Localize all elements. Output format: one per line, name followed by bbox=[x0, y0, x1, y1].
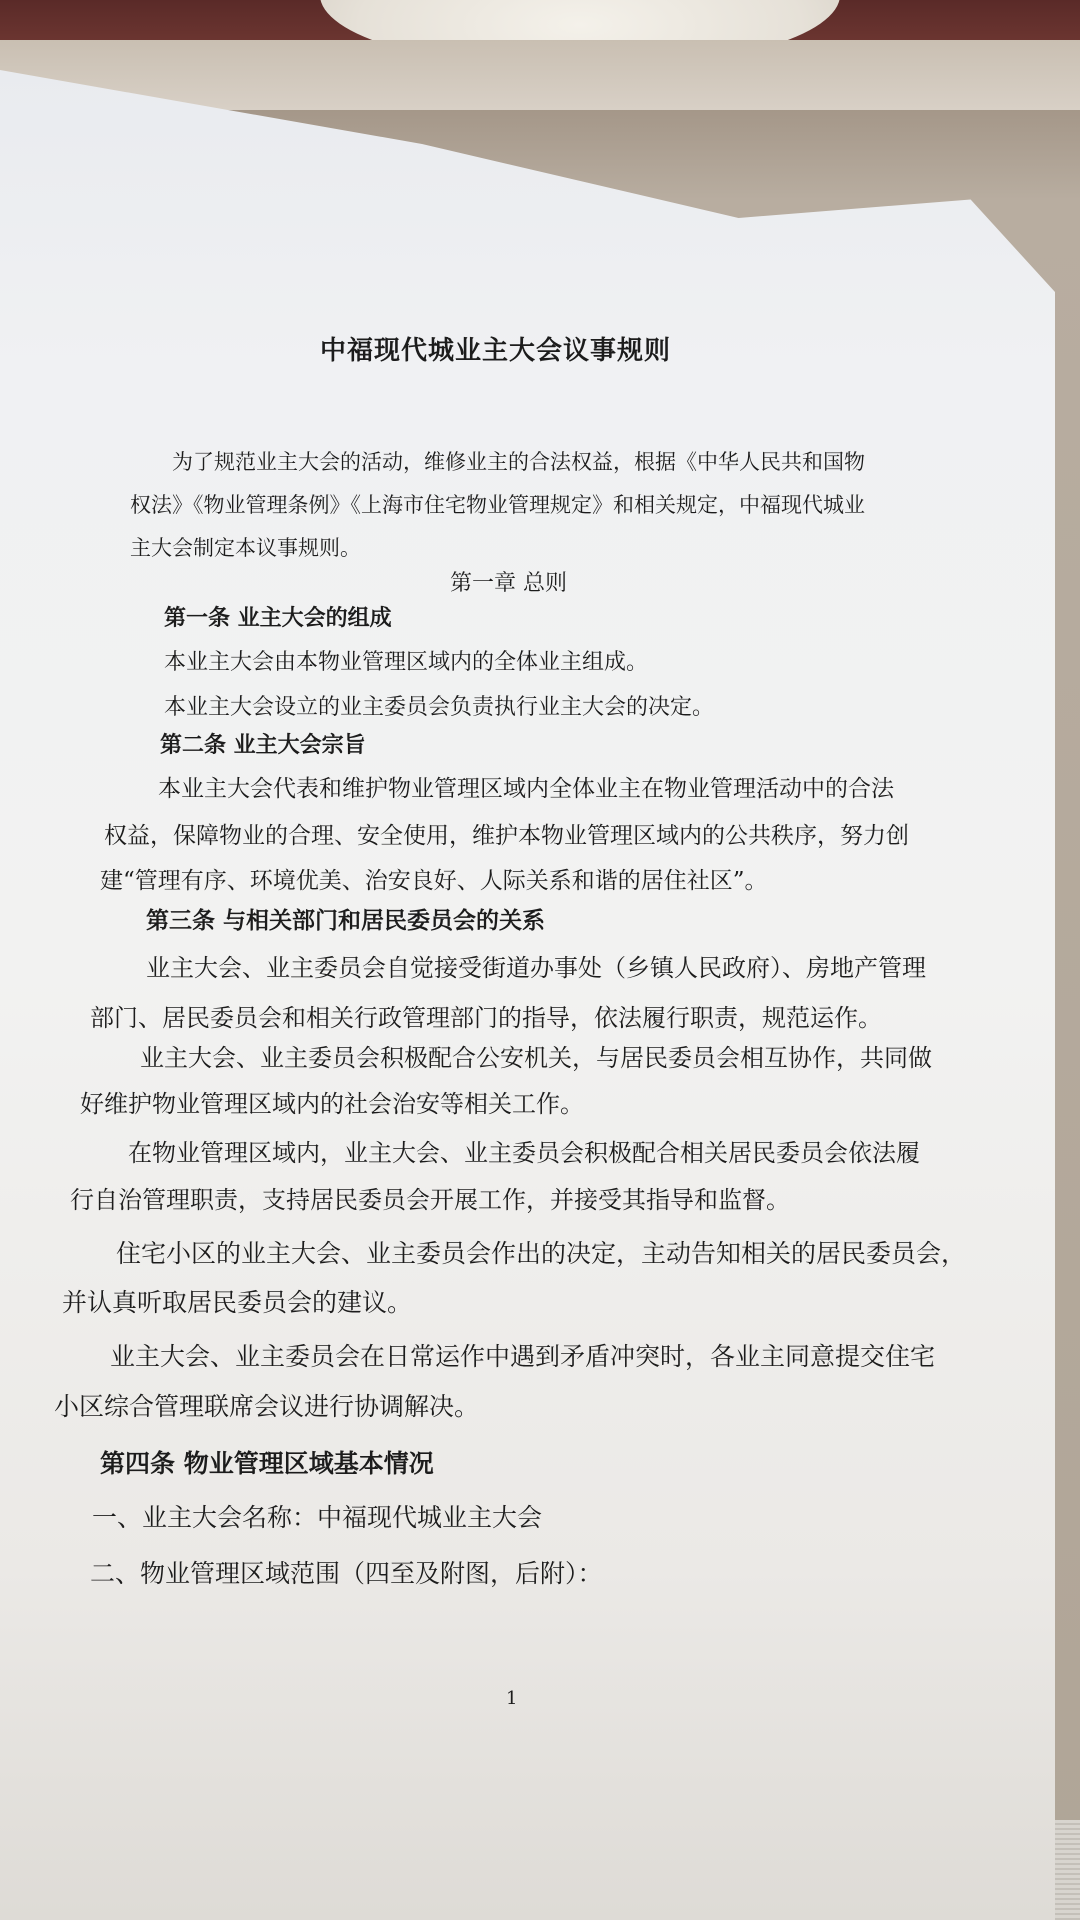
article-2-line-1: 本业主大会代表和维护物业管理区域内全体业主在物业管理活动中的合法 bbox=[158, 776, 894, 802]
article-4-line-2: 二、物业管理区域范围（四至及附图，后附）： bbox=[90, 1559, 603, 1588]
article-3-line-4: 好维护物业管理区域内的社会治安等相关工作。 bbox=[80, 1090, 584, 1118]
article-3-heading: 第三条 与相关部门和居民委员会的关系 bbox=[146, 907, 546, 934]
article-3-line-2: 部门、居民委员会和相关行政管理部门的指导，依法履行职责，规范运作。 bbox=[90, 1004, 882, 1032]
article-2-line-2: 权益，保障物业的合理、安全使用，维护本物业管理区域内的公共秩序，努力创 bbox=[104, 823, 909, 849]
article-3-line-9: 业主大会、业主委员会在日常运作中遇到矛盾冲突时，各业主同意提交住宅 bbox=[110, 1342, 936, 1371]
article-2-heading: 第二条 业主大会宗旨 bbox=[160, 732, 366, 758]
article-3-line-6: 行自治管理职责，支持居民委员会开展工作，并接受其指导和监督。 bbox=[70, 1186, 790, 1214]
article-3-line-5: 在物业管理区域内，业主大会、业主委员会积极配合相关居民委员会依法履 bbox=[128, 1139, 920, 1167]
article-3-line-8: 并认真听取居民委员会的建议。 bbox=[62, 1288, 413, 1317]
chapter-heading: 第一章 总则 bbox=[450, 571, 567, 596]
article-4-line-1: 一、业主大会名称：中福现代城业主大会 bbox=[92, 1503, 543, 1532]
intro-line-3: 主大会制定本议事规则。 bbox=[130, 536, 361, 560]
article-3-line-3: 业主大会、业主委员会积极配合公安机关，与居民委员会相互协作，共同做 bbox=[140, 1044, 932, 1072]
article-2-line-3: 建“管理有序、环境优美、治安良好、人际关系和谐的居住社区”。 bbox=[100, 868, 768, 894]
intro-line-1: 为了规范业主大会的活动，维修业主的合法权益，根据《中华人民共和国物 bbox=[172, 450, 865, 474]
page-number: 1 bbox=[506, 1688, 518, 1709]
article-3-line-1: 业主大会、业主委员会自觉接受街道办事处（乡镇人民政府）、房地产管理 bbox=[146, 954, 926, 982]
article-3-line-7: 住宅小区的业主大会、业主委员会作出的决定，主动告知相关的居民委员会， bbox=[116, 1239, 967, 1268]
document-title: 中福现代城业主大会议事规则 bbox=[320, 336, 672, 366]
article-1-line-1: 本业主大会由本物业管理区域内的全体业主组成。 bbox=[164, 650, 649, 675]
article-1-heading: 第一条 业主大会的组成 bbox=[164, 605, 392, 631]
article-1-line-2: 本业主大会设立的业主委员会负责执行业主大会的决定。 bbox=[164, 695, 715, 720]
article-3-line-10: 小区综合管理联席会议进行协调解决。 bbox=[54, 1392, 480, 1421]
intro-line-2: 权法》《物业管理条例》《上海市住宅物业管理规定》和相关规定，中福现代城业 bbox=[130, 493, 865, 517]
article-4-heading: 第四条 物业管理区域基本情况 bbox=[100, 1449, 434, 1478]
